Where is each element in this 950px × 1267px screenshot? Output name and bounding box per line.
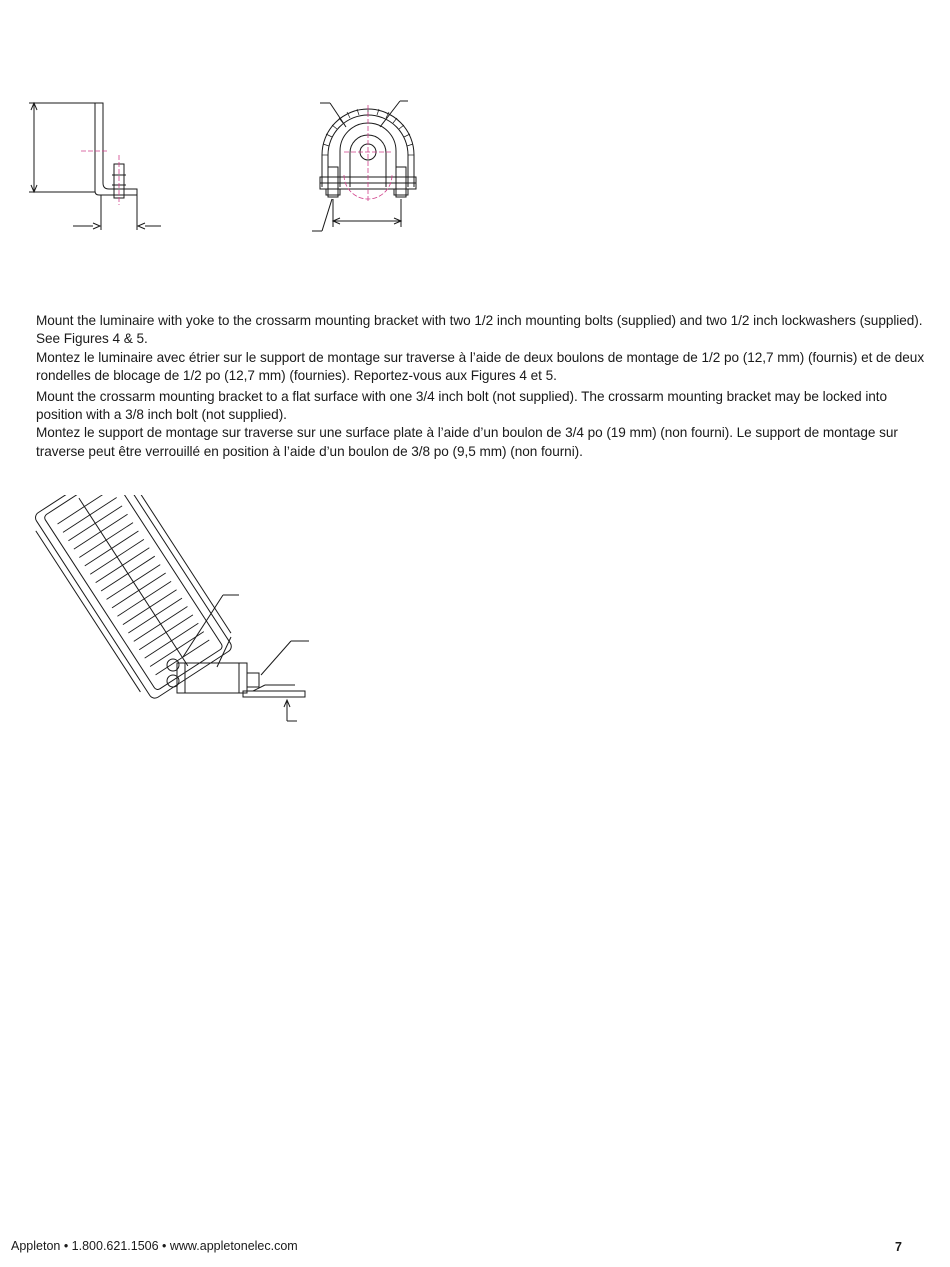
luminaire-mounted-figure [25,495,315,725]
instruction-step-1-french: Montez le luminaire avec étrier sur le support de montage sur traverse à l’aide de deux boulons de montage de 1/2 po (12,7 mm) (fournis) et de deux rondelles de blocage de 1/2 po (12,7 mm) (fournies). Reportez-vous aux Figures 4 et 5. [36,349,925,384]
instruction-step-2-english: Mount the crossarm mounting bracket to a flat surface with one 3/4 inch bolt (not supplied). The crossarm mounting bracket may be locked into position with a 3/8 inch bolt (not supplied). [36,388,888,423]
page-number: 7 [895,1240,902,1254]
yoke-front-view-figure [308,95,424,235]
bracket-side-view-figure [25,95,165,235]
footer-contact: Appleton • 1.800.621.1506 • www.appletonelec.com [11,1239,298,1253]
instruction-step-2-french: Montez le support de montage sur traverse sur une surface plate à l’aide d’un boulon de 3/4 po (19 mm) (non fourni). Le support de montage sur traverse peut être verrouillé en position à l’aide d’un boulon de 3/8 po (9,5 mm) (non fourni). [36,425,898,459]
instruction-step-1-english: Mount the luminaire with yoke to the crossarm mounting bracket with two 1/2 inch mounting bolts (supplied) and two 1/2 inch lockwashers (supplied). See Figures 4 & 5. [36,313,923,347]
mounting-instructions [36,312,931,462]
instruction-step-2 [36,388,931,462]
instruction-step-1 [36,312,931,386]
